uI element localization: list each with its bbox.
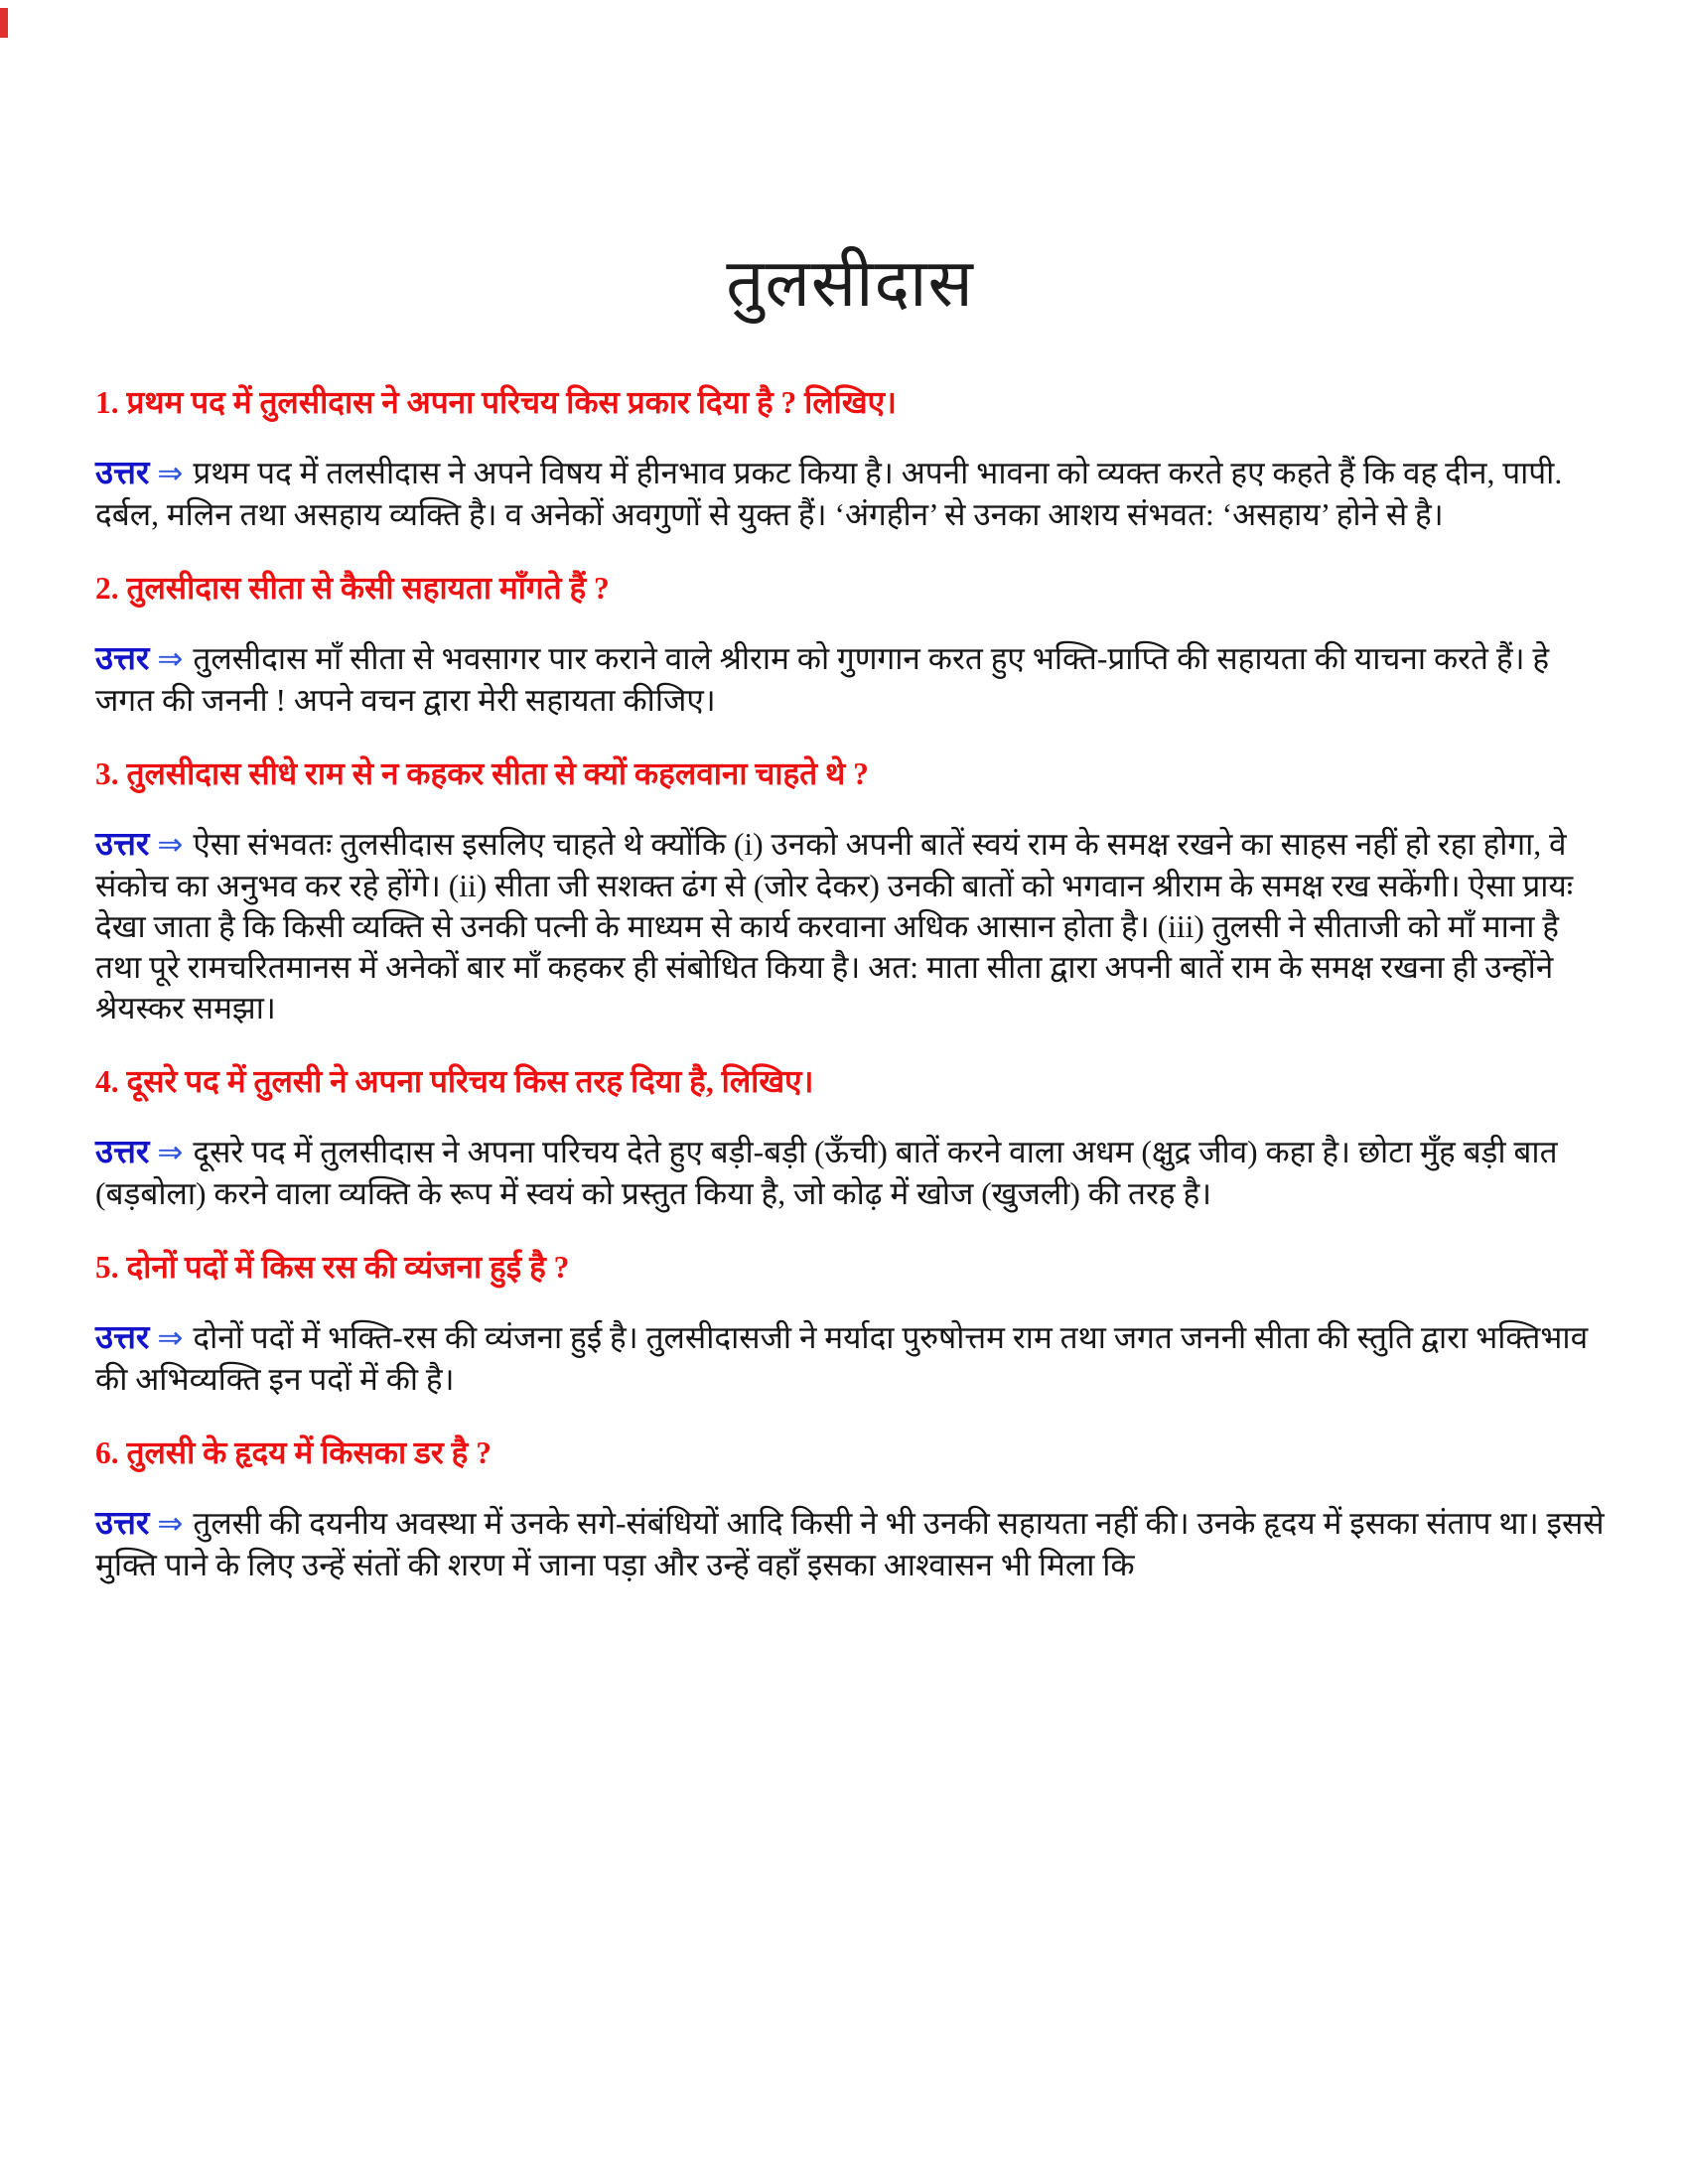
- qa-item-6: [95, 1433, 1605, 1585]
- answer-paragraph-3: [95, 824, 1605, 1028]
- qa-item-5: [95, 1248, 1605, 1400]
- question-3: 3. तुलसीदास सीधे राम से न कहकर सीता से क्यों कहलवाना चाहते थे ?: [95, 756, 869, 791]
- double-arrow-icon: ⇒: [157, 827, 184, 862]
- double-arrow-icon: ⇒: [157, 456, 184, 490]
- question-5: 5. दोनों पदों में किस रस की व्यंजना हुई है ?: [95, 1250, 570, 1285]
- question-6: 6. तुलसी के हृदय में किसका डर है ?: [95, 1435, 492, 1470]
- question-1: 1. प्रथम पद में तुलसीदास ने अपना परिचय किस प्रकार दिया है ? लिखिए।: [95, 385, 897, 420]
- double-arrow-icon: ⇒: [157, 1506, 184, 1541]
- answer-paragraph-5: [95, 1317, 1605, 1400]
- answer-text-2: तुलसीदास माँ सीता से भवसागर पार कराने वाले श्रीराम को गुणगान करत हुए भक्ति-प्राप्ति की सहायता की याचना करते हैं। हे जगत की जननी ! अपने वचन द्वारा मेरी सहायता कीजिए।: [95, 641, 1550, 718]
- question-4: 4. दूसरे पद में तुलसी ने अपना परिचय किस तरह दिया है, लिखिए।: [95, 1064, 814, 1099]
- qa-item-1: [95, 383, 1605, 535]
- question-2: 2. तुलसीदास सीता से कैसी सहायता माँगते हैं ?: [95, 571, 610, 606]
- answer-text-1: प्रथम पद में तलसीदास ने अपने विषय में हीनभाव प्रकट किया है। अपनी भावना को व्यक्त करते हए कहते हैं कि वह दीन, पापी. दर्बल, मलिन तथा असहाय व्यक्ति है। व अनेकों अवगुणों से युक्त हैं। ‘अंगहीन’ से उनका आशय संभवत: ‘असहाय’ होने से है।: [95, 456, 1563, 532]
- answer-label: उत्तर: [95, 456, 150, 491]
- answer-paragraph-2: [95, 638, 1605, 721]
- answer-paragraph-6: [95, 1503, 1605, 1585]
- answer-label: उत्तर: [95, 1320, 150, 1356]
- double-arrow-icon: ⇒: [157, 1320, 184, 1355]
- page-title: तुलसीदास: [726, 247, 974, 321]
- qa-item-4: [95, 1062, 1605, 1214]
- answer-text-6: तुलसी की दयनीय अवस्था में उनके सगे-संबंधियों आदि किसी ने भी उनकी सहायता नहीं की। उनके हृदय में इसका संताप था। इससे मुक्ति पाने के लिए उन्हें संतों की शरण में जाना पड़ा और उन्हें वहाँ इसका आश्वासन भी मिला कि: [95, 1506, 1605, 1582]
- qa-item-3: [95, 754, 1605, 1028]
- answer-text-5: दोनों पदों में भक्ति-रस की व्यंजना हुई है। तुलसीदासजी ने मर्यादा पुरुषोत्तम राम तथा जगत जननी सीता की स्तुति द्वारा भक्तिभाव की अभिव्यक्ति इन पदों में की है।: [95, 1320, 1589, 1397]
- red-edge-artifact: [0, 8, 8, 38]
- answer-label: उत्तर: [95, 1135, 150, 1170]
- answer-label: उत्तर: [95, 641, 150, 677]
- answer-text-3: ऐसा संभवतः तुलसीदास इसलिए चाहते थे क्योंकि (i) उनको अपनी बातें स्वयं राम के समक्ष रखने का साहस नहीं हो रहा होगा, वे संकोच का अनुभव कर रहे होंगे। (ii) सीता जी सशक्त ढंग से (जोर देकर) उनकी बातों को भगवान श्रीराम के समक्ष रख सकेंगी। ऐसा प्रायः देखा जाता है कि किसी व्यक्ति से उनकी पत्नी के माध्यम से कार्य करवाना अधिक आसान होता है। (iii) तुलसी ने सीताजी को माँ माना है तथा पूरे रामचरितमानस में अनेकों बार माँ कहकर ही संबोधित किया है। अत: माता सीता द्वारा अपनी बातें राम के समक्ष रखना ही उन्होंने श्रेयस्कर समझा।: [95, 827, 1574, 1025]
- answer-paragraph-1: [95, 453, 1605, 535]
- qa-item-2: [95, 569, 1605, 721]
- answer-label: उत्तर: [95, 1506, 150, 1542]
- double-arrow-icon: ⇒: [157, 1135, 184, 1169]
- answer-text-4: दूसरे पद में तुलसीदास ने अपना परिचय देते हुए बड़ी-बड़ी (ऊँची) बातें करने वाला अधम (क्षुद्र जीव) कहा है। छोटा मुँह बड़ी बात (बड़बोला) करने वाला व्यक्ति के रूप में स्वयं को प्रस्तुत किया है, जो कोढ़ में खोज (खुजली) की तरह है।: [95, 1135, 1558, 1211]
- double-arrow-icon: ⇒: [157, 641, 184, 676]
- answer-paragraph-4: [95, 1132, 1605, 1214]
- answer-label: उत्तर: [95, 827, 150, 863]
